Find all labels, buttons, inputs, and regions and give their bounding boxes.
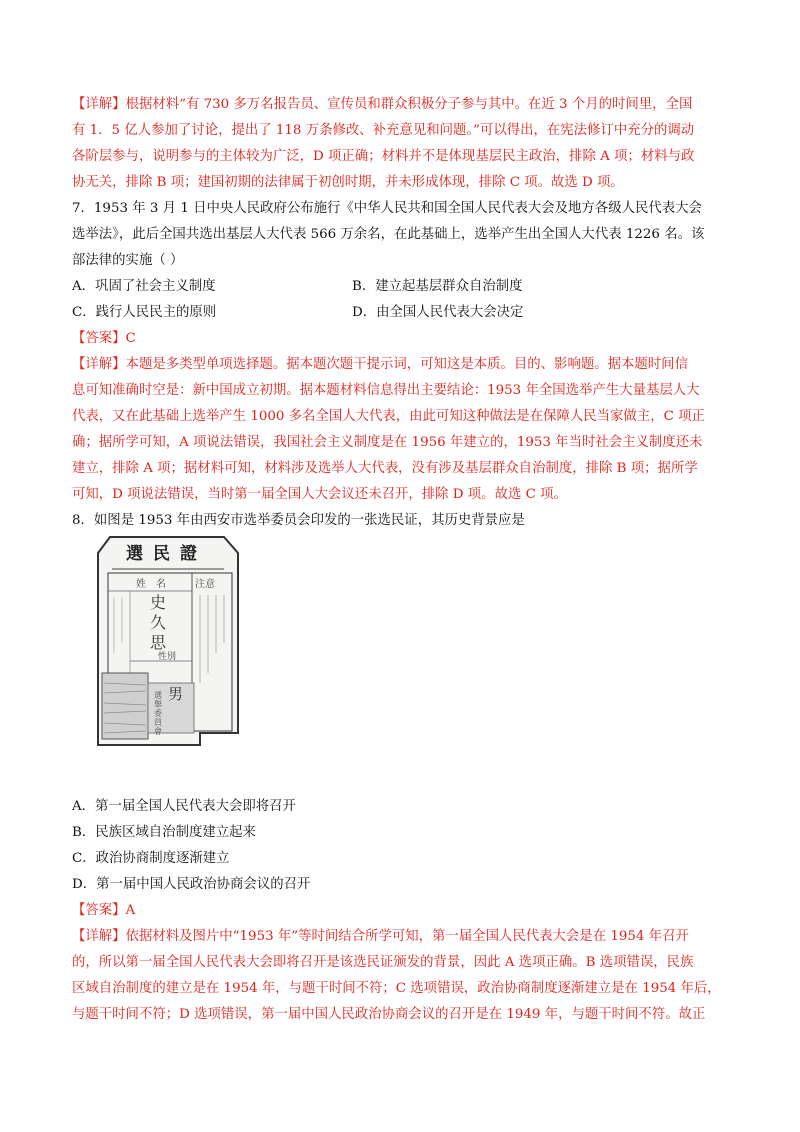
q8-explanation (72, 924, 732, 1028)
explanation-line: 【详解】依据材料及图片中“1953 年”等时间结合所学可知，第一届全国人民代表大会是在 1954 年召开 (72, 929, 689, 944)
q8-option-a: A．第一届全国人民代表大会即将召开 (72, 799, 296, 814)
question-line: 部法律的实施（ ） (72, 253, 184, 268)
explanation-line: 协无关，排除 B 项；建国初期的法律属于初创时期，并未形成体现，排除 C 项。故选 D 项。 (72, 175, 624, 190)
q7-option-d: D．由全国人民代表大会决定 (352, 305, 524, 320)
explanation-line: 确；据所学可知，A 项说法错误，我国社会主义制度是在 1956 年建立的，1953 年当时社会主义制度还未 (72, 435, 703, 450)
question-line: 选举法》，此后全国共选出基层人大代表 566 万余名，在此基础上，选举产生出全国人大代表 1226 名。该 (72, 227, 705, 242)
voter-card-gender-label: 性別 (158, 652, 177, 662)
voter-card-title: 選民證 (126, 544, 207, 564)
q8-stem: 8．如图是 1953 年由西安市选举委员会印发的一张选民证，其历史背景应是 (72, 513, 525, 528)
q8-option-b: B．民族区域自治制度建立起来 (72, 825, 256, 840)
explanation-line: 建立，排除 A 项；据材料可知，材料涉及选举人大代表，没有涉及基层群众自治制度，排除 B 项；据所学 (72, 461, 698, 476)
explanation-line: 可知，D 项说法错误，当时第一届全国人大会议还未召开，排除 D 项。故选 C 项。 (72, 487, 567, 502)
explanation-line: 【详解】本题是多类型单项选择题。据本题次题干提示词，可知这是本质。目的、影响题。据本题时间信 (72, 357, 688, 372)
explanation-line: 息可知准确时空是：新中国成立初期。据本题材料信息得出主要结论：1953 年全国选举产生大量基层人大 (72, 383, 700, 398)
q7-stem (72, 196, 732, 274)
question-line: 7．1953 年 3 月 1 日中央人民政府公布施行《中华人民共和国全国人民代表大会及地方各级人民代表大会 (72, 201, 702, 216)
explanation-line: 代表，又在此基础上选举产生 1000 多名全国人大代表，由此可知这种做法是在保障人民当家做主，C 项正 (72, 409, 705, 424)
q8-answer: 【答案】A (72, 903, 136, 918)
explanation-line: 【详解】根据材料“有 730 多万名报告员、宣传员和群众积极分子参与其中。在近 3 个月的时间里，全国 (72, 97, 693, 112)
q7-option-c: C．践行人民民主的原则 (72, 305, 217, 320)
q7-option-b: B．建立起基层群众自治制度 (352, 279, 523, 294)
explanation-line: 各阶层参与，说明参与的主体较为广泛，D 项正确；材料并不是体现基层民主政治，排除 A 项；材料与政 (72, 149, 695, 164)
q7-option-a: A．巩固了社会主义制度 (72, 279, 216, 294)
q8-option-c: C．政治协商制度逐渐建立 (72, 851, 230, 866)
explanation-line: 与题干时间不符；D 选项错误，第一届中国人民政治协商会议的召开是在 1949 年，与题干时间不符。故正 (72, 1007, 706, 1022)
voter-card-notes-label: 注意 (195, 579, 215, 590)
voter-card-stamp: 選舉委員會 (154, 691, 162, 736)
voter-card-gender-value: 男 (168, 685, 184, 703)
q8-option-d: D．第一届中国人民政治协商会议的召开 (72, 877, 311, 892)
voter-card-image (92, 533, 242, 753)
q7-answer: 【答案】C (72, 331, 136, 346)
explanation-line: 区域自治制度的建立是在 1954 年，与题干时间不符；C 选项错误，政治协商制度逐渐建立是在 1954 年后， (72, 981, 721, 996)
explanation-line: 有 1．5 亿人参加了讨论，提出了 118 万条修改、补充意见和问题。”可以得出，在宪法修订中充分的调动 (72, 123, 695, 138)
voter-card-name-value: 史久思 (150, 593, 167, 652)
voter-card-name-label: 姓 名 (136, 579, 166, 590)
q7-explanation (72, 352, 732, 508)
q6-explanation (72, 92, 732, 196)
explanation-line: 的，所以第一届全国人民代表大会即将召开是该选民证颁发的背景，因此 A 选项正确。B 选项错误，民族 (72, 955, 694, 970)
